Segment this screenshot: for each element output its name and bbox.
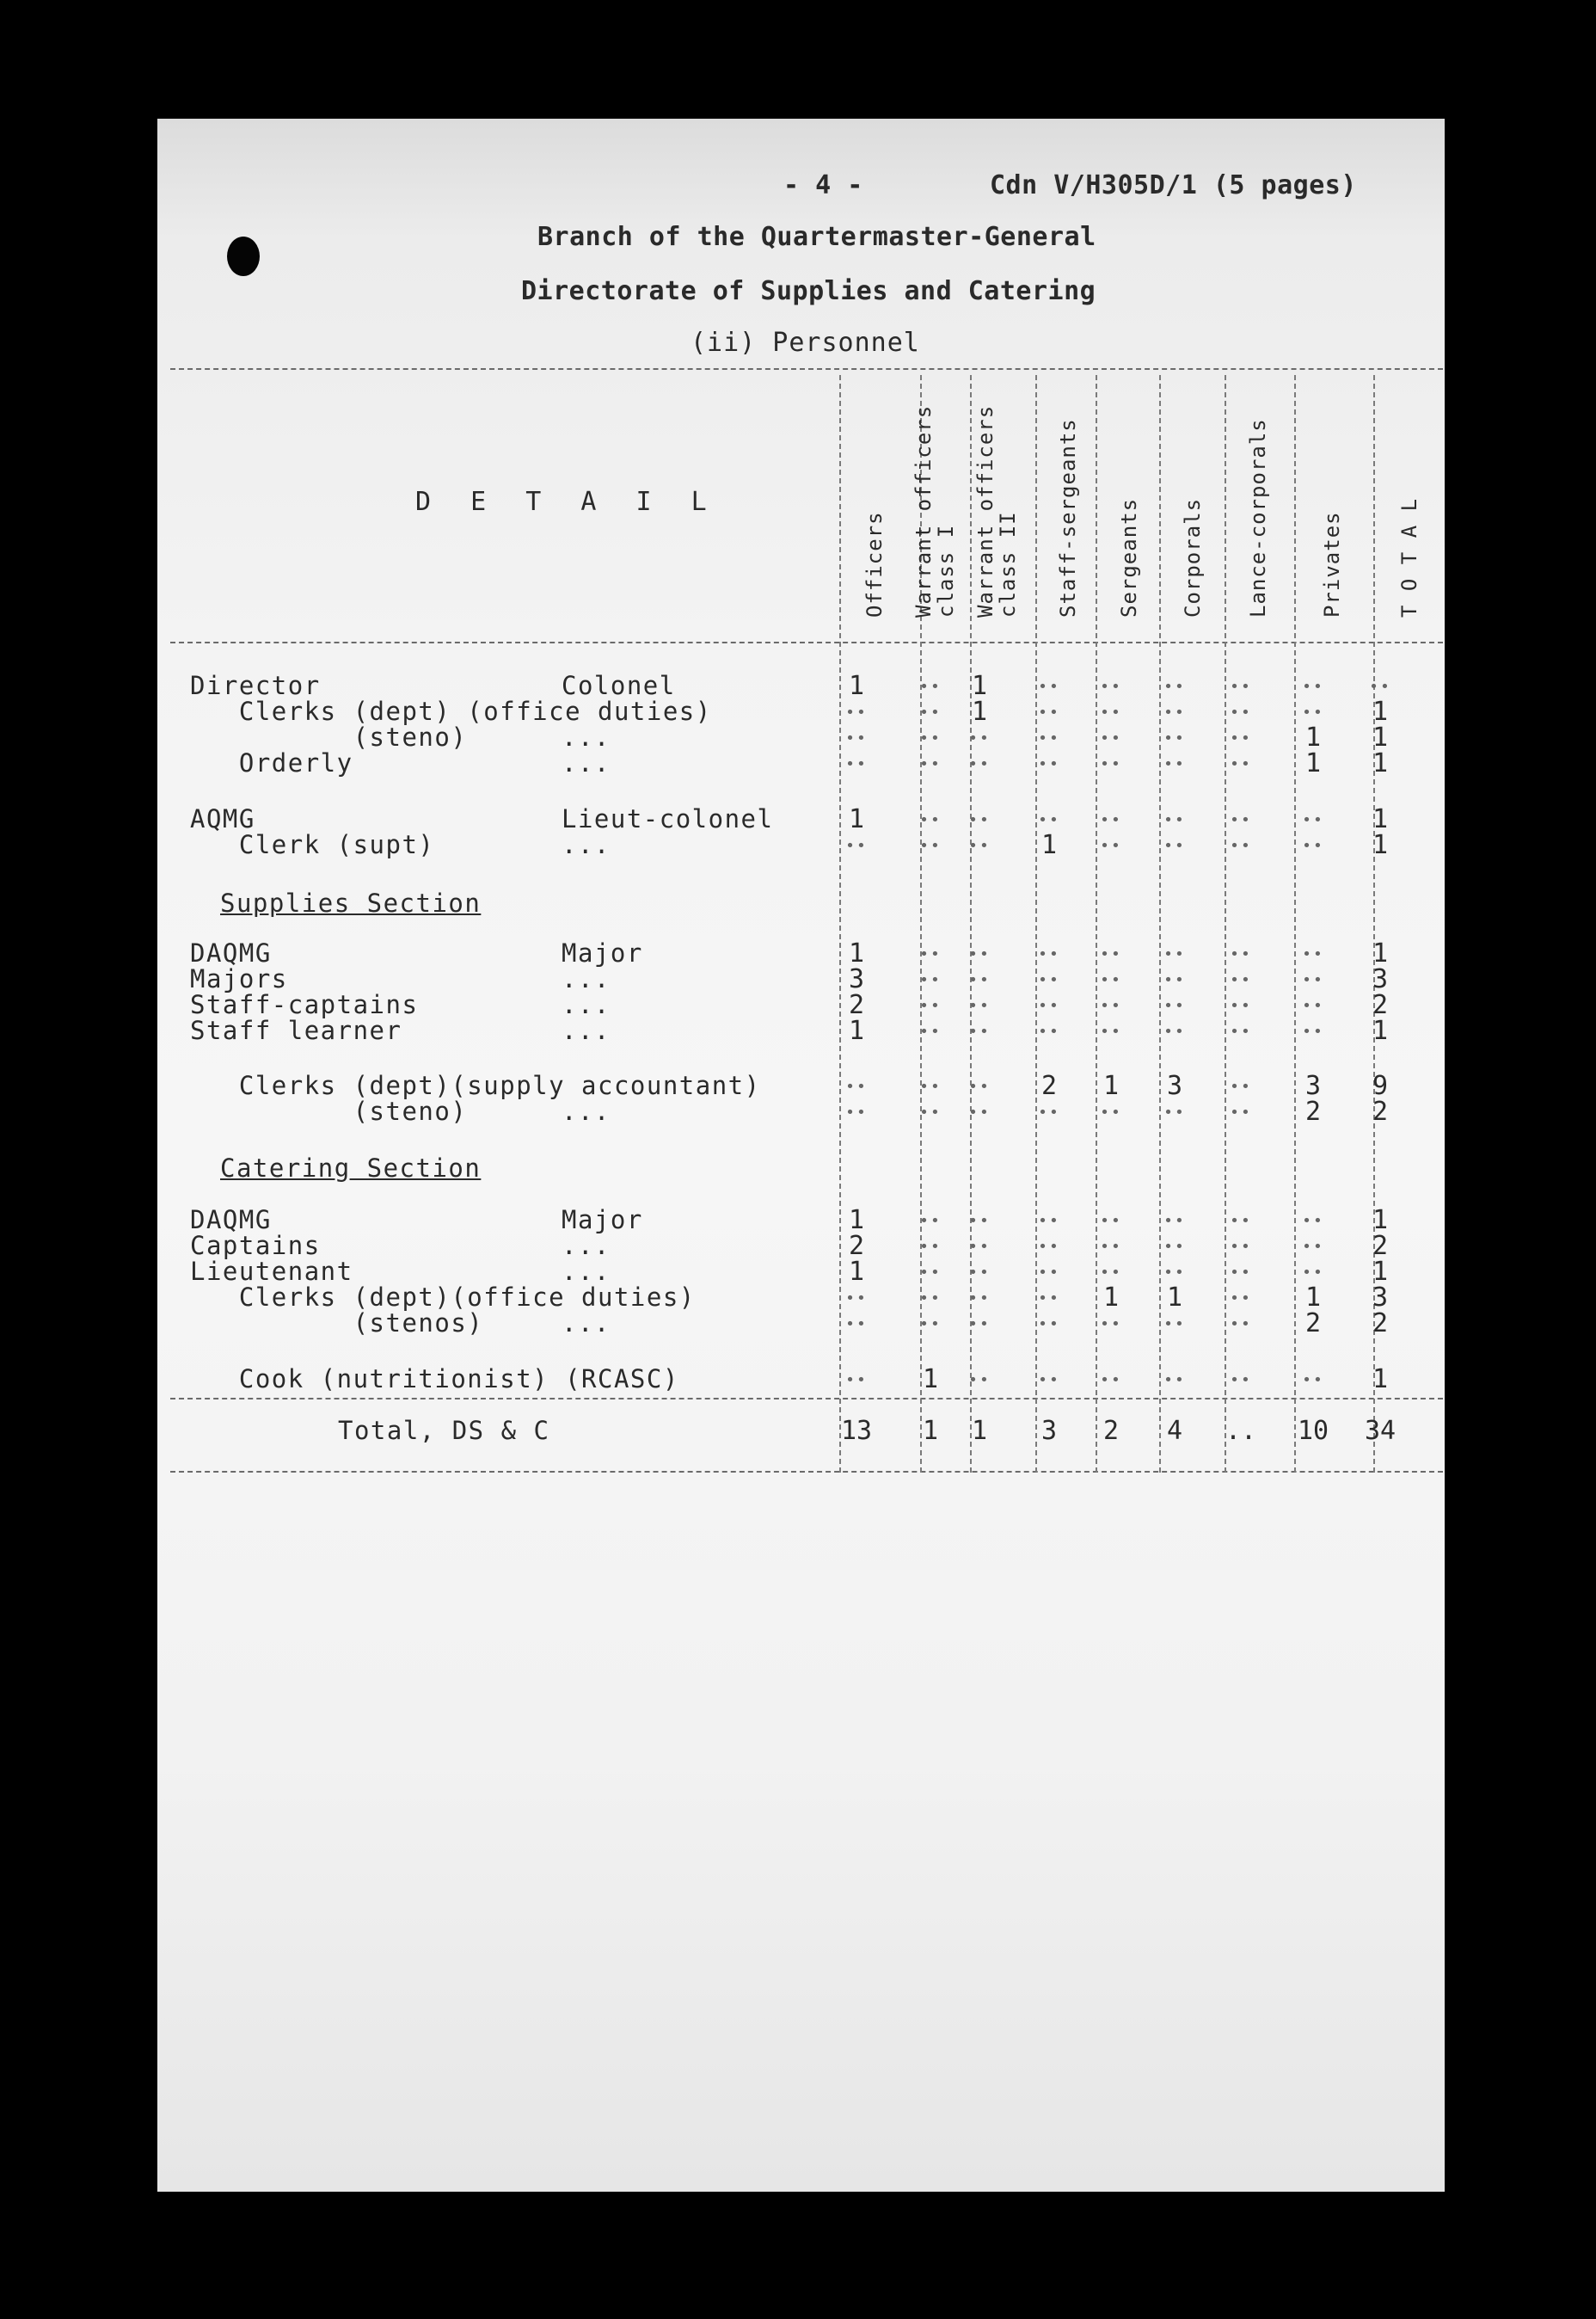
table-cell: •• xyxy=(1100,1371,1122,1389)
table-cell: •• xyxy=(1230,1289,1252,1307)
row-detail: Director xyxy=(190,671,321,700)
table-cell: 1 xyxy=(848,1205,865,1235)
row-detail: Staff learner xyxy=(190,1016,402,1045)
row-detail: (steno) xyxy=(190,723,468,752)
table-cell: •• xyxy=(1163,1238,1186,1256)
row-detail: Captains xyxy=(190,1231,321,1260)
table-cell: •• xyxy=(1100,837,1122,855)
row-rank: ... xyxy=(562,1231,611,1260)
table-cell: •• xyxy=(1230,1104,1252,1122)
table-cell: •• xyxy=(919,945,942,963)
table-top-rule xyxy=(170,368,1443,370)
table-cell: •• xyxy=(1100,1238,1122,1256)
section-title: (ii) Personnel xyxy=(691,328,920,358)
table-cell: •• xyxy=(1302,945,1324,963)
total-cell: 1 xyxy=(922,1416,939,1446)
table-cell: •• xyxy=(1302,704,1324,722)
table-cell: •• xyxy=(1163,1371,1186,1389)
row-rank: ... xyxy=(562,830,611,859)
table-cell: •• xyxy=(919,1023,942,1041)
table-cell: •• xyxy=(919,971,942,989)
table-cell: 1 xyxy=(1304,748,1322,778)
table-cell: •• xyxy=(845,1289,868,1307)
table-cell: 2 xyxy=(1304,1308,1322,1338)
table-cell: •• xyxy=(1100,729,1122,747)
document-page: - 4 - Cdn V/H305D/1 (5 pages) Branch of the Quartermaster-General Directorate of Supplies and Catering (ii) Personnel D E T A I L Officers Warrant officers class I Warrant officers class II Staff-sergeants Sergeants Corporals Lance-corporals Privates T O T A L Director Colonel 1 •• 1 •• •• •• •• •• •• Clerks (dept) (office duties) •• •• 1 •• •• •• •• •• 1 (steno) ... •• •• •• •• •• •• •• 1 1 Orderly ... •• •• •• •• •• •• •• 1 1 AQMG Lieut-colonel 1 •• •• •• •• •• •• •• 1 Clerk (supt) ... •• •• •• 1 •• •• •• •• 1 Supplies Section DAQMG Major 1 •• •• •• •• •• •• •• 1 Majors ... 3 •• •• •• •• •• •• •• 3 Staff-captains ... 2 •• •• •• •• •• •• •• 2 Staff learner ... 1 •• •• •• •• •• •• •• 1 Clerks (dept)(supply accountant) •• •• •• 2 1 3 •• 3 9 (steno) ... •• •• •• •• •• •• •• 2 2 Catering Section DAQMG Major 1 •• •• •• •• •• •• •• 1 Captains ... 2 •• •• •• •• •• •• •• 2 Lieutenant ... 1 •• •• •• •• •• •• •• 1 Clerks (dept)(office duties) •• •• •• •• 1 1 •• 1 3 (stenos) ... •• •• •• •• •• •• •• 2 2 Cook (nutritionist) (RCASC) •• 1 •• •• •• •• •• •• 1 Total, DS & C 13 1 1 3 2 4 .. 10 34 xyxy=(157,119,1445,2192)
table-cell: •• xyxy=(1302,1212,1324,1230)
directorate-title: Directorate of Supplies and Catering xyxy=(521,276,1096,306)
row-rank: ... xyxy=(562,1097,611,1126)
table-cell: •• xyxy=(919,1315,942,1333)
table-cell: •• xyxy=(919,811,942,829)
table-cell: •• xyxy=(919,729,942,747)
table-cell: 1 xyxy=(922,1364,939,1394)
table-cell: •• xyxy=(1163,678,1186,696)
table-cell: 1 xyxy=(1372,1257,1389,1287)
table-cell: •• xyxy=(1230,811,1252,829)
table-cell: •• xyxy=(919,1212,942,1230)
table-cell: •• xyxy=(1163,997,1186,1015)
table-cell: •• xyxy=(919,704,942,722)
table-cell: 1 xyxy=(848,804,865,834)
table-cell: •• xyxy=(1100,945,1122,963)
total-cell: 34 xyxy=(1364,1416,1396,1446)
table-cell: •• xyxy=(1038,1023,1060,1041)
row-detail: (stenos) xyxy=(190,1308,484,1338)
table-cell: 1 xyxy=(1372,804,1389,834)
table-cell: •• xyxy=(919,1104,942,1122)
row-detail: Clerks (dept) (office duties) xyxy=(190,697,712,726)
table-cell: 1 xyxy=(848,1016,865,1046)
table-cell: •• xyxy=(1163,729,1186,747)
table-cell: •• xyxy=(968,945,991,963)
section-heading: Supplies Section xyxy=(220,889,482,918)
table-cell: •• xyxy=(1302,1371,1324,1389)
table-cell: •• xyxy=(1038,755,1060,773)
document-reference: Cdn V/H305D/1 (5 pages) xyxy=(990,170,1357,200)
row-detail: Clerks (dept)(supply accountant) xyxy=(190,1071,761,1100)
table-cell: •• xyxy=(845,1104,868,1122)
table-cell: 1 xyxy=(1166,1283,1183,1313)
table-cell: •• xyxy=(1163,837,1186,855)
page-number: - 4 - xyxy=(783,170,863,200)
table-cell: •• xyxy=(1100,971,1122,989)
row-detail: Staff-captains xyxy=(190,990,419,1019)
table-cell: 2 xyxy=(848,1231,865,1261)
table-cell: •• xyxy=(1163,1212,1186,1230)
table-cell: •• xyxy=(919,1078,942,1096)
table-cell: •• xyxy=(1100,678,1122,696)
row-rank: Lieut-colonel xyxy=(562,804,774,833)
table-cell: •• xyxy=(1163,755,1186,773)
table-cell: •• xyxy=(845,729,868,747)
table-cell: •• xyxy=(1230,1315,1252,1333)
table-cell: •• xyxy=(1230,837,1252,855)
table-cell: •• xyxy=(1100,811,1122,829)
table-cell: 1 xyxy=(1372,938,1389,969)
table-cell: 9 xyxy=(1372,1071,1389,1101)
table-cell: •• xyxy=(919,755,942,773)
header-bottom-rule xyxy=(170,642,1443,643)
table-cell: 3 xyxy=(1304,1071,1322,1101)
table-cell: 1 xyxy=(1372,723,1389,753)
table-cell: 1 xyxy=(1372,1016,1389,1046)
row-rank: ... xyxy=(562,1308,611,1338)
table-cell: •• xyxy=(1038,678,1060,696)
table-cell: •• xyxy=(1163,1315,1186,1333)
table-cell: •• xyxy=(1230,1078,1252,1096)
total-cell: 10 xyxy=(1297,1416,1329,1446)
table-cell: •• xyxy=(845,755,868,773)
section-heading: Catering Section xyxy=(220,1153,482,1183)
table-cell: •• xyxy=(968,1264,991,1282)
table-cell: •• xyxy=(1038,1212,1060,1230)
table-cell: 1 xyxy=(1304,1283,1322,1313)
total-cell: 3 xyxy=(1040,1416,1058,1446)
table-cell: 1 xyxy=(1040,830,1058,860)
table-cell: •• xyxy=(1100,1264,1122,1282)
row-rank: ... xyxy=(562,1016,611,1045)
table-cell: •• xyxy=(919,678,942,696)
table-cell: •• xyxy=(968,729,991,747)
table-cell: •• xyxy=(1302,1264,1324,1282)
table-cell: •• xyxy=(968,755,991,773)
table-cell: •• xyxy=(1302,1023,1324,1041)
table-cell: •• xyxy=(1038,1104,1060,1122)
table-cell: •• xyxy=(845,704,868,722)
table-bottom-rule xyxy=(170,1471,1443,1473)
table-cell: •• xyxy=(1302,997,1324,1015)
table-cell: •• xyxy=(1230,755,1252,773)
detail-header: D E T A I L xyxy=(415,487,719,517)
table-cell: •• xyxy=(1163,971,1186,989)
row-detail: DAQMG xyxy=(190,938,272,968)
table-cell: •• xyxy=(1230,971,1252,989)
row-detail: Cook (nutritionist) (RCASC) xyxy=(190,1364,679,1393)
row-rank: Major xyxy=(562,1205,643,1234)
table-cell: •• xyxy=(1230,704,1252,722)
table-cell: •• xyxy=(1038,1238,1060,1256)
row-detail: DAQMG xyxy=(190,1205,272,1234)
table-cell: 1 xyxy=(1102,1283,1120,1313)
total-cell: 4 xyxy=(1166,1416,1183,1446)
table-cell: •• xyxy=(1230,729,1252,747)
col-divider xyxy=(839,375,841,1473)
row-detail: Clerks (dept)(office duties) xyxy=(190,1283,696,1312)
table-cell: 2 xyxy=(1372,990,1389,1020)
table-cell: •• xyxy=(1100,1104,1122,1122)
table-cell: 1 xyxy=(1372,1205,1389,1235)
col-divider xyxy=(970,375,972,1473)
table-cell: •• xyxy=(1302,971,1324,989)
branch-title: Branch of the Quartermaster-General xyxy=(537,222,1096,252)
table-cell: •• xyxy=(1100,1212,1122,1230)
table-cell: 2 xyxy=(1304,1097,1322,1127)
table-cell: •• xyxy=(1038,997,1060,1015)
table-cell: 2 xyxy=(848,990,865,1020)
table-cell: 2 xyxy=(1372,1308,1389,1338)
table-cell: 1 xyxy=(971,671,988,701)
table-cell: •• xyxy=(1230,678,1252,696)
table-cell: •• xyxy=(968,1023,991,1041)
table-cell: •• xyxy=(968,1238,991,1256)
row-rank: ... xyxy=(562,723,611,752)
table-cell: •• xyxy=(1100,755,1122,773)
table-cell: •• xyxy=(1230,1212,1252,1230)
table-cell: •• xyxy=(1163,704,1186,722)
table-cell: •• xyxy=(1038,1289,1060,1307)
row-detail: Lieutenant xyxy=(190,1257,353,1286)
table-cell: •• xyxy=(1163,811,1186,829)
table-cell: •• xyxy=(968,1212,991,1230)
row-rank: ... xyxy=(562,748,611,778)
table-cell: •• xyxy=(1038,1315,1060,1333)
table-cell: •• xyxy=(1100,997,1122,1015)
table-cell: •• xyxy=(968,997,991,1015)
table-cell: •• xyxy=(845,1078,868,1096)
table-cell: •• xyxy=(1230,1264,1252,1282)
table-cell: •• xyxy=(968,811,991,829)
table-cell: 1 xyxy=(1102,1071,1120,1101)
table-cell: •• xyxy=(1163,1104,1186,1122)
table-cell: •• xyxy=(1230,1371,1252,1389)
table-cell: 2 xyxy=(1372,1231,1389,1261)
table-cell: •• xyxy=(845,837,868,855)
table-cell: 1 xyxy=(971,697,988,727)
table-cell: 3 xyxy=(848,964,865,994)
row-rank: Major xyxy=(562,938,643,968)
table-cell: 3 xyxy=(1372,964,1389,994)
table-cell: •• xyxy=(1038,811,1060,829)
total-label: Total, DS & C xyxy=(338,1416,550,1445)
table-cell: •• xyxy=(1230,945,1252,963)
table-cell: •• xyxy=(1230,1238,1252,1256)
table-cell: •• xyxy=(968,1289,991,1307)
table-cell: 3 xyxy=(1372,1283,1389,1313)
total-cell: 13 xyxy=(840,1416,873,1446)
table-cell: •• xyxy=(1163,945,1186,963)
table-cell: •• xyxy=(1038,704,1060,722)
table-cell: •• xyxy=(968,1371,991,1389)
table-cell: •• xyxy=(919,997,942,1015)
row-detail: Majors xyxy=(190,964,288,993)
table-cell: 1 xyxy=(848,938,865,969)
table-cell: •• xyxy=(1163,1264,1186,1282)
table-cell: •• xyxy=(919,1238,942,1256)
row-rank: ... xyxy=(562,1257,611,1286)
table-cell: 2 xyxy=(1372,1097,1389,1127)
row-rank: ... xyxy=(562,964,611,993)
table-cell: •• xyxy=(919,1289,942,1307)
table-cell: •• xyxy=(845,1315,868,1333)
table-cell: •• xyxy=(1302,811,1324,829)
table-cell: •• xyxy=(968,1104,991,1122)
table-cell: 1 xyxy=(1372,1364,1389,1394)
row-detail: (steno) xyxy=(190,1097,468,1126)
table-cell: •• xyxy=(1038,729,1060,747)
row-detail: AQMG xyxy=(190,804,255,833)
table-cell: •• xyxy=(968,1078,991,1096)
table-cell: •• xyxy=(1038,1371,1060,1389)
table-cell: 1 xyxy=(848,671,865,701)
table-cell: 2 xyxy=(1040,1071,1058,1101)
table-cell: •• xyxy=(1100,1023,1122,1041)
table-cell: 1 xyxy=(1372,697,1389,727)
table-cell: 1 xyxy=(848,1257,865,1287)
punch-hole xyxy=(227,237,260,276)
row-rank: ... xyxy=(562,990,611,1019)
table-cell: •• xyxy=(968,971,991,989)
table-cell: •• xyxy=(968,1315,991,1333)
table-cell: •• xyxy=(1038,971,1060,989)
table-cell: •• xyxy=(1302,837,1324,855)
table-cell: •• xyxy=(1100,1315,1122,1333)
table-cell: •• xyxy=(1038,945,1060,963)
table-cell: 1 xyxy=(1304,723,1322,753)
total-cell: 2 xyxy=(1102,1416,1120,1446)
col-divider xyxy=(1225,375,1226,1473)
table-cell: •• xyxy=(919,837,942,855)
col-divider xyxy=(1035,375,1037,1473)
table-cell: •• xyxy=(1038,1264,1060,1282)
total-top-rule xyxy=(170,1398,1443,1399)
table-cell: •• xyxy=(1302,1238,1324,1256)
total-cell: .. xyxy=(1225,1416,1257,1446)
table-cell: •• xyxy=(1100,704,1122,722)
table-cell: •• xyxy=(1369,678,1391,696)
table-cell: 1 xyxy=(1372,830,1389,860)
row-detail: Orderly xyxy=(190,748,353,778)
table-cell: •• xyxy=(1230,1023,1252,1041)
table-cell: •• xyxy=(919,1264,942,1282)
total-cell: 1 xyxy=(971,1416,988,1446)
row-detail: Clerk (supt) xyxy=(190,830,435,859)
table-cell: 1 xyxy=(1372,748,1389,778)
row-rank: Colonel xyxy=(562,671,676,700)
table-cell: •• xyxy=(1302,678,1324,696)
table-cell: •• xyxy=(968,837,991,855)
table-cell: •• xyxy=(1163,1023,1186,1041)
table-cell: 3 xyxy=(1166,1071,1183,1101)
table-cell: •• xyxy=(1230,997,1252,1015)
table-cell: •• xyxy=(845,1371,868,1389)
